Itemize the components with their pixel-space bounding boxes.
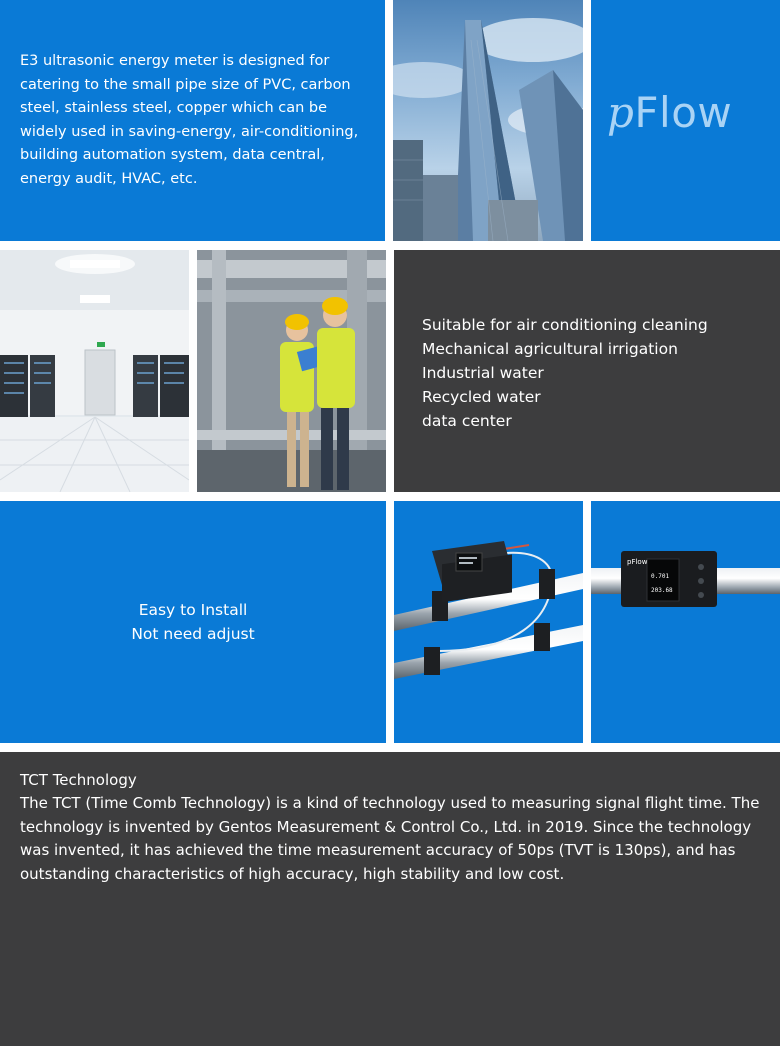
pflow-logo: pFlow bbox=[607, 88, 733, 137]
applications-panel bbox=[394, 250, 780, 492]
application-item: Suitable for air conditioning cleaning bbox=[422, 316, 708, 334]
install-text bbox=[0, 598, 386, 646]
meter-screen-reading-2: 203.68 bbox=[651, 587, 673, 594]
application-item: Industrial water bbox=[422, 364, 544, 382]
tct-description: The TCT (Time Comb Technology) is a kind of technology used to measuring signal flight time. The technology is invented by Gentos Measurement & Control Co., Ltd. in 2019. Since the technology was invented, it has achieved the time measurement accuracy of 50ps (TVT is 130ps), and has outstanding characteristics of high accuracy, high stability and low cost. bbox=[20, 794, 760, 883]
install-line-2: Not need adjust bbox=[131, 625, 255, 643]
skyscraper-photo bbox=[393, 0, 583, 241]
tct-title: TCT Technology bbox=[20, 771, 137, 789]
intro-text: E3 ultrasonic energy meter is designed for catering to the small pipe size of PVC, carbon steel, stainless steel, copper which can be widely used in saving-energy, air-conditioning, building automation system, data central, energy audit, HVAC, etc. bbox=[20, 53, 359, 187]
applications-list bbox=[422, 313, 708, 433]
application-item: Recycled water bbox=[422, 388, 541, 406]
meter-on-pipe-image bbox=[394, 501, 583, 743]
install-line-1: Easy to Install bbox=[138, 601, 248, 619]
application-item: Mechanical agricultural irrigation bbox=[422, 340, 678, 358]
meter-screen-reading-1: 0.701 bbox=[651, 573, 670, 580]
meter-display-image bbox=[591, 501, 780, 743]
install-panel bbox=[0, 501, 386, 743]
data-center-photo bbox=[0, 250, 189, 492]
intro-panel bbox=[0, 0, 385, 241]
brand-logo-panel bbox=[591, 0, 780, 241]
tct-technology-panel bbox=[0, 752, 780, 1046]
application-item: data center bbox=[422, 412, 512, 430]
engineers-photo bbox=[197, 250, 386, 492]
meter-screen-brand: pFlow bbox=[627, 558, 648, 566]
